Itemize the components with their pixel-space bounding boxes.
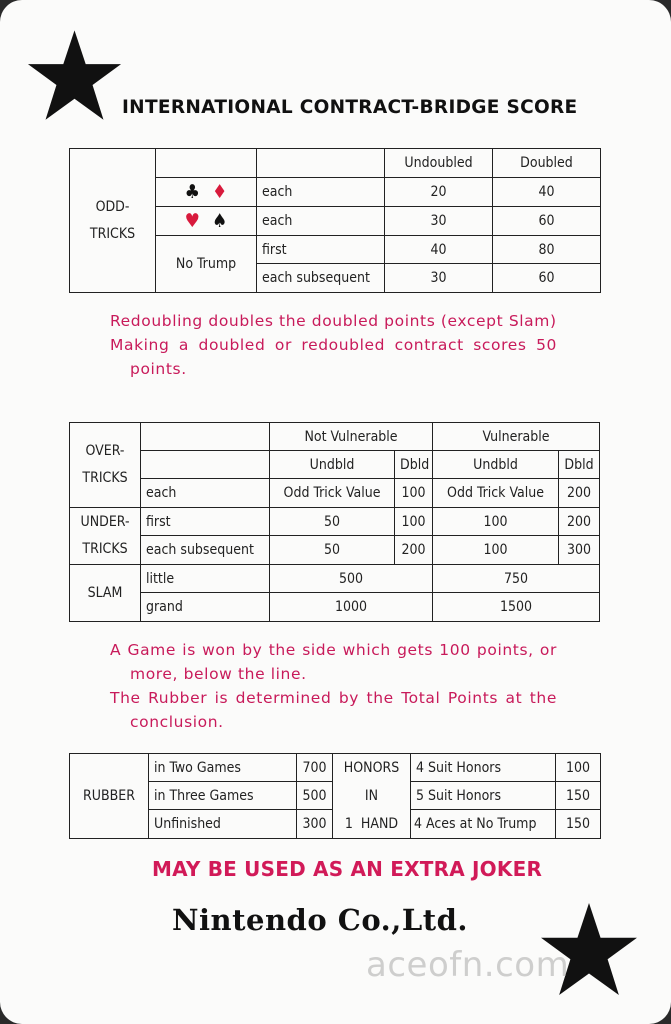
row-label: 4 Suit Honors <box>411 754 556 782</box>
club-icon: ♣ <box>184 181 200 203</box>
cell-value: 700 <box>297 754 333 782</box>
rubber-table <box>69 753 601 839</box>
row-label: first <box>257 236 385 264</box>
brand-logo-text: Nintendo Co.,Ltd. <box>172 903 469 937</box>
under-tricks-label: UNDER- TRICKS <box>70 508 141 565</box>
row-label: Unfinished <box>149 810 297 839</box>
slam-label: SLAM <box>70 565 141 622</box>
cell-value: 300 <box>559 536 600 565</box>
page-title: INTERNATIONAL CONTRACT-BRIDGE SCORE <box>122 97 578 118</box>
cell-value: 80 <box>493 236 601 264</box>
tricks-table <box>69 422 600 622</box>
header-dbld: Dbld <box>559 451 600 479</box>
cell-value: 100 <box>395 479 433 508</box>
header-not-vulnerable: Not Vulnerable <box>270 423 433 451</box>
note-text: Making a doubled or redoubled contract scores 50 points. <box>110 336 557 378</box>
odd-tricks-label: ODD- TRICKS <box>70 149 156 293</box>
diamond-icon: ♦ <box>212 181 228 203</box>
cell-value: 20 <box>385 178 493 207</box>
header-undbld: Undbld <box>270 451 395 479</box>
spade-icon: ♠ <box>212 210 228 232</box>
cell-value: 100 <box>433 536 559 565</box>
row-label: each <box>257 207 385 236</box>
note-text: Redoubling doubles the doubled points (except Slam) <box>110 312 557 330</box>
row-label: 5 Suit Honors <box>411 782 556 810</box>
heart-icon: ♥ <box>184 210 200 232</box>
header-undbld: Undbld <box>433 451 559 479</box>
cell-value: 150 <box>556 810 601 839</box>
watermark: aceofn.com <box>366 945 570 985</box>
rubber-label: RUBBER <box>70 754 149 839</box>
cell-value: 150 <box>556 782 601 810</box>
cell-value: 500 <box>270 565 433 593</box>
over-tricks-label: OVER- TRICKS <box>70 423 141 508</box>
cell-value: 100 <box>556 754 601 782</box>
cell-value: 300 <box>297 810 333 839</box>
header-doubled: Doubled <box>493 149 601 178</box>
joker-notice: MAY BE USED AS AN EXTRA JOKER <box>152 857 543 881</box>
row-label: grand <box>141 593 270 622</box>
row-label: each subsequent <box>257 264 385 293</box>
star-icon <box>27 30 122 122</box>
cell-value: 500 <box>297 782 333 810</box>
cell-value: 200 <box>395 536 433 565</box>
cell-value: 30 <box>385 264 493 293</box>
minor-suits <box>156 178 257 207</box>
cell-value: 50 <box>270 536 395 565</box>
cell-value: 100 <box>433 508 559 536</box>
cell-value: 50 <box>270 508 395 536</box>
major-suits <box>156 207 257 236</box>
note-text: The Rubber is determined by the Total Points at the conclusion. <box>110 689 557 731</box>
cell-value: 60 <box>493 207 601 236</box>
cell-value: 200 <box>559 508 600 536</box>
cell-value: 40 <box>385 236 493 264</box>
redouble-notes <box>110 309 557 381</box>
cell-value: 30 <box>385 207 493 236</box>
row-label: little <box>141 565 270 593</box>
cell-value: 750 <box>433 565 600 593</box>
no-trump-label: No Trump <box>156 236 257 293</box>
cell-value: 200 <box>559 479 600 508</box>
row-label: each subsequent <box>141 536 270 565</box>
row-label: each <box>257 178 385 207</box>
header-undoubled: Undoubled <box>385 149 493 178</box>
cell-value: Odd Trick Value <box>270 479 395 508</box>
row-label: in Two Games <box>149 754 297 782</box>
honors-label: HONORS IN 1 HAND <box>333 754 411 839</box>
cell-value: 1000 <box>270 593 433 622</box>
note-text: A Game is won by the side which gets 100 points, or more, below the line. <box>110 641 557 683</box>
game-notes <box>110 638 557 734</box>
cell-value: 100 <box>395 508 433 536</box>
row-label: in Three Games <box>149 782 297 810</box>
row-label: first <box>141 508 270 536</box>
header-dbld: Dbld <box>395 451 433 479</box>
header-vulnerable: Vulnerable <box>433 423 600 451</box>
cell-value: 1500 <box>433 593 600 622</box>
odd-tricks-table <box>69 148 601 293</box>
cell-value: 60 <box>493 264 601 293</box>
row-label: 4 Aces at No Trump <box>411 810 556 839</box>
cell-value: 40 <box>493 178 601 207</box>
row-label: each <box>141 479 270 508</box>
cell-value: Odd Trick Value <box>433 479 559 508</box>
